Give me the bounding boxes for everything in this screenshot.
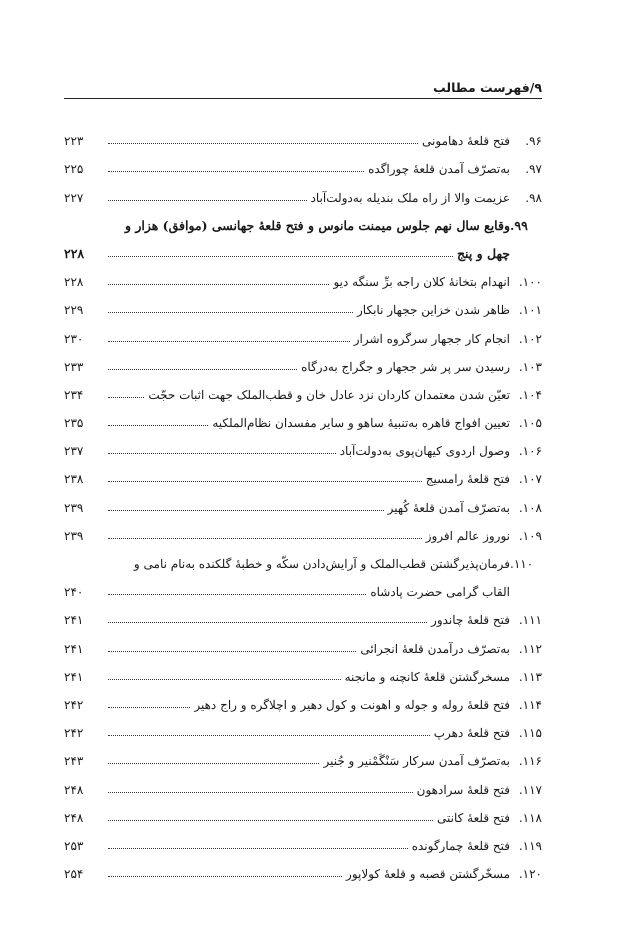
entry-body [64,402,510,430]
entry-title-line [64,261,510,289]
entry-page-number: ۲۳۵ [64,416,84,431]
entry-body [64,656,510,684]
entry-number: ۱۱۳. [518,669,542,684]
entry-title: فتح قلعهٔ روله و جوله و اهونت و کول دهیر و اچلاگره و راج دهیر [194,697,510,712]
entry-number: ۹۶. [525,134,542,149]
toc-entry[interactable] [64,853,542,881]
entry-title-line [64,148,510,176]
entry-body [64,486,510,514]
toc-entry[interactable] [64,205,542,261]
entry-title-line [64,176,510,204]
toc-entry[interactable] [64,740,542,768]
dot-leader [108,651,356,652]
entry-page-number: ۲۳۴ [64,387,84,402]
entry-page-number: ۲۴۱ [64,613,84,628]
entry-title-first-line: فرمان‌پذیرگشتن قطب‌الملک و آرایش‌دادن سکّه و خطبهٔ گلکنده به‌نام نامی و [133,557,510,571]
entry-page-number: ۲۲۸ [64,245,85,261]
dot-leader [108,792,413,793]
entry-title-line [64,768,510,796]
dot-leader [108,425,208,426]
entry-title: عزیمت والا از راه ملک بندیله به‌دولت‌آباد [310,190,510,205]
entry-page-number: ۲۳۳ [64,359,84,374]
toc-entry[interactable] [64,148,542,176]
toc-entry[interactable] [64,543,542,599]
entry-body [64,317,510,345]
entry-title-line [64,515,510,543]
entry-title-line [64,430,510,458]
entry-title-line [64,656,510,684]
entry-body [64,346,510,374]
entry-number: ۹۷. [525,162,542,177]
entry-title: وصول اردوی کیهان‌پوی به‌دولت‌آباد [339,444,510,459]
entry-title-line [64,740,510,768]
entry-title-line [64,233,510,261]
entry-body [64,768,510,796]
toc-entry[interactable] [64,712,542,740]
entry-title: تعیّن شدن معتمدان کاردان نزد عادل خان و قطب‌الملک جهت اثبات حجّت [148,387,510,402]
entry-title: فتح قلعهٔ چمارگونده [411,838,510,853]
dot-leader [108,538,422,539]
entry-title: به‌تصرّف آمدن سرکار سَنْگَمْنیر و جُنیر [323,754,510,769]
entry-title: به‌تصرّف درآمدن قلعهٔ انجرائی [360,641,510,656]
entry-page-number: ۲۴۲ [64,697,84,712]
entry-page-number: ۲۳۸ [64,472,84,487]
entry-body [64,261,510,289]
entry-body [64,599,510,627]
entry-number: ۱۰۲. [518,331,542,346]
dot-leader [108,171,364,172]
entry-page-number: ۲۴۸ [64,782,84,797]
entry-title: به‌تصرّف آمدن قلعهٔ کُهیر [387,500,510,515]
entry-title: مسخرگشتن قلعهٔ کانچنه و مانجنه [344,669,510,684]
entry-number: ۱۱۱. [518,613,542,628]
entry-page-number: ۲۲۷ [64,190,84,205]
entry-page-number: ۲۳۰ [64,331,84,346]
entry-number: ۹۸. [525,190,542,205]
dot-leader [108,679,341,680]
entry-title: رسیدن سر پر شر ججهار و جگراج به‌درگاه [301,359,510,374]
dot-leader [108,284,329,285]
entry-number: ۱۱۹. [518,838,542,853]
entry-page-number: ۲۴۱ [64,669,84,684]
toc-entry[interactable] [64,768,542,796]
table-of-contents [64,120,542,881]
entry-title-line [64,712,510,740]
entry-number: ۱۱۴. [518,697,542,712]
entry-body [64,515,510,543]
toc-entry[interactable] [64,825,542,853]
toc-entry[interactable] [64,797,542,825]
toc-entry[interactable] [64,599,542,627]
entry-number: ۱۰۵. [518,416,542,431]
entry-number: ۱۱۶. [518,754,542,769]
entry-body [64,148,510,176]
dot-leader [108,200,307,201]
entry-title-line [64,825,510,853]
entry-title: انجام کار ججهار سرگروه اشرار [353,331,510,346]
entry-title-line [64,346,510,374]
dot-leader [108,763,319,764]
entry-page-number: ۲۵۳ [64,838,84,853]
entry-body [64,740,510,768]
entry-number: ۱۰۶. [518,444,542,459]
entry-body [64,176,510,204]
toc-entry[interactable] [64,458,542,486]
entry-page-number: ۲۵۴ [64,867,84,882]
entry-body [64,853,510,881]
entry-number: ۱۰۳. [518,359,542,374]
entry-number: ۱۰۱. [518,303,542,318]
dot-leader [108,820,433,821]
entry-number: ۱۱۸. [518,810,542,825]
entry-title-line [64,289,510,317]
dot-leader [108,369,297,370]
entry-number: ۱۱۲. [518,641,542,656]
entry-body [64,289,510,317]
entry-number: ۱۰۰. [518,275,542,290]
entry-title: فتح قلعهٔ سرادهون [416,782,510,797]
dot-leader [108,594,366,595]
toc-entry[interactable] [64,374,542,402]
entry-page-number: ۲۲۵ [64,162,84,177]
entry-body [64,430,510,458]
dot-leader [108,453,336,454]
dot-leader [108,848,408,849]
entry-title: فتح قلعهٔ دهامونی [422,134,510,149]
entry-number: ۹۹. [510,217,528,233]
entry-body [64,825,510,853]
entry-title: فتح قلعهٔ دهرپ [433,726,510,741]
entry-page-number: ۲۳۹ [64,500,84,515]
header-title: ۹/فهرست مطالب [433,80,542,95]
entry-number: ۱۱۵. [518,726,542,741]
entry-body [64,627,510,655]
entry-title: فتح قلعهٔ کانتی [437,810,510,825]
entry-page-number: ۲۴۰ [64,585,84,600]
toc-entry[interactable] [64,120,542,148]
entry-title-line [64,120,510,148]
entry-title: ظاهر شدن خزاین ججهار نابکار [357,303,510,318]
entry-body [64,205,510,261]
entry-title-line [64,684,510,712]
entry-title-line [64,317,510,345]
toc-entry[interactable] [64,346,542,374]
entry-number: ۱۰۸. [518,500,542,515]
entry-title-line [64,853,510,881]
entry-title: مسخّرگشتن قصبه و قلعهٔ کولاپور [346,867,510,882]
entry-title-line [64,797,510,825]
toc-entry[interactable] [64,402,542,430]
dot-leader [108,397,144,398]
dot-leader [108,341,350,342]
toc-entry[interactable] [64,627,542,655]
entry-title-line [64,374,510,402]
toc-entry[interactable] [64,317,542,345]
entry-body [64,374,510,402]
entry-title-line [64,543,510,571]
entry-body [64,684,510,712]
entry-page-number: ۲۴۲ [64,726,84,741]
dot-leader [108,707,190,708]
entry-page-number: ۲۲۸ [64,275,84,290]
dot-leader [108,256,453,257]
entry-title: به‌تصرّف آمدن قلعهٔ چوراگده [368,162,510,177]
entry-title: تعیین افواج قاهره به‌تنبیهٔ ساهو و سایر مفسدان نظام‌الملکیه [212,416,510,431]
dot-leader [108,481,422,482]
toc-entry[interactable] [64,486,542,514]
entry-title-line [64,571,510,599]
entry-title: چهل و پنج [456,245,510,261]
toc-entry[interactable] [64,261,542,289]
entry-body [64,797,510,825]
entry-title-line [64,458,510,486]
entry-title-line [64,599,510,627]
toc-entry[interactable] [64,515,542,543]
entry-page-number: ۲۴۱ [64,641,84,656]
entry-title: نوروز عالم افروز [425,528,510,543]
entry-body [64,120,510,148]
entry-page-number: ۲۴۳ [64,754,84,769]
toc-entry[interactable] [64,684,542,712]
entry-title-line [64,205,510,233]
entry-title-first-line: وقایع سال نهم جلوس میمنت مانوس و فتح قلعهٔ جهانسی (موافق) هزار و [124,217,510,233]
entry-number: ۱۱۷. [518,782,542,797]
entry-page-number: ۲۳۹ [64,528,84,543]
entry-title-line [64,402,510,430]
toc-entry[interactable] [64,430,542,458]
running-header [64,78,542,99]
dot-leader [108,510,384,511]
entry-number: ۱۰۹. [518,528,542,543]
entry-title: القاب گرامی حضرت پادشاه [370,585,510,600]
dot-leader [108,622,427,623]
dot-leader [108,312,353,313]
entry-page-number: ۲۳۷ [64,444,84,459]
entry-number: ۱۰۷. [518,472,542,487]
entry-page-number: ۲۲۹ [64,303,84,318]
toc-entry[interactable] [64,656,542,684]
entry-body [64,543,510,599]
entry-title: فتح قلعهٔ چاندور [431,613,510,628]
entry-page-number: ۲۲۳ [64,134,84,149]
dot-leader [108,876,342,877]
entry-page-number: ۲۴۸ [64,810,84,825]
entry-title-line [64,627,510,655]
entry-number: ۱۲۰. [518,867,542,882]
entry-title: فتح قلعهٔ رامسیج [425,472,510,487]
entry-body [64,458,510,486]
entry-body [64,712,510,740]
dot-leader [108,735,430,736]
entry-title: انهدام بتخانهٔ کلان راجه برِّ سنگه دیو [333,275,510,290]
entry-number: ۱۱۰. [510,557,534,571]
entry-number: ۱۰۴. [518,387,542,402]
toc-entry[interactable] [64,289,542,317]
dot-leader [108,143,418,144]
toc-entry[interactable] [64,176,542,204]
entry-title-line [64,486,510,514]
